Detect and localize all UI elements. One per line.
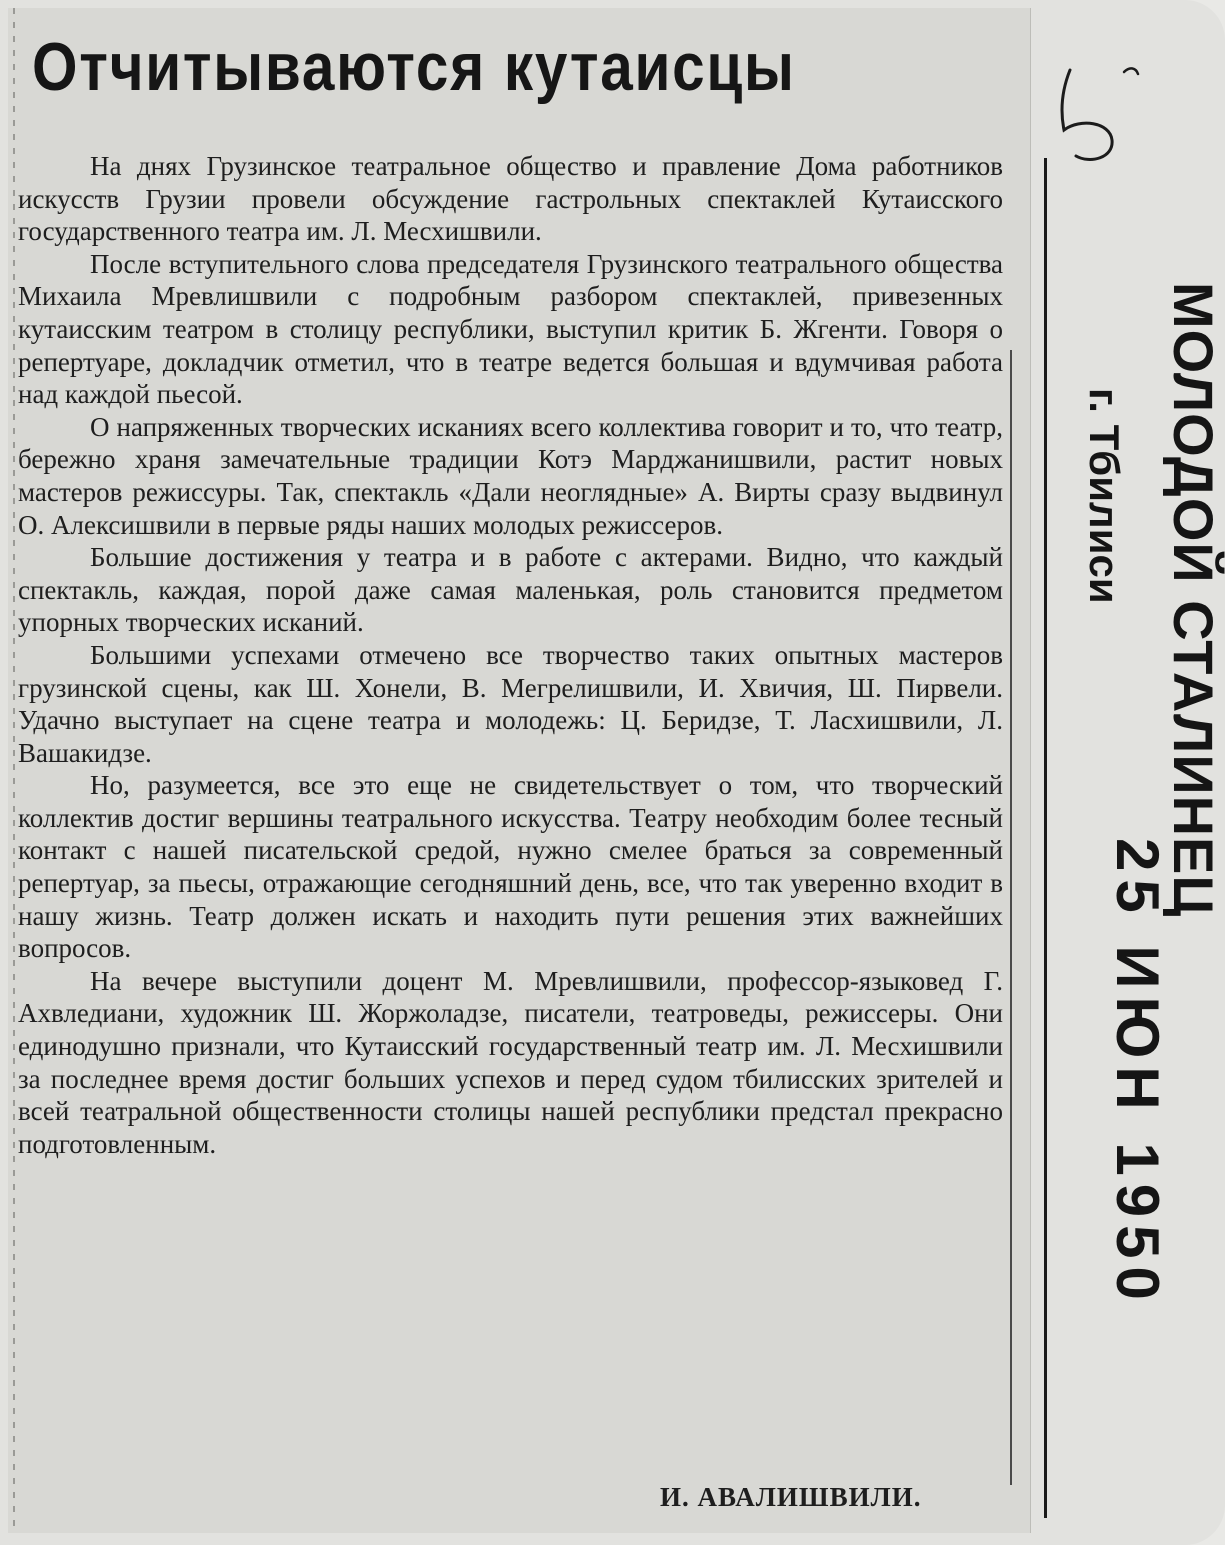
author-signature: И. АВАЛИШВИЛИ. — [660, 1482, 922, 1512]
article-paragraph: Большие достижения у театра и в работе с актерами. Видно, что каждый спектакль, каждая, порой даже самая маленькая, роль становится предметом упорных творческих исканий. — [18, 542, 1003, 638]
inner-column-rule — [1010, 350, 1012, 1485]
article-headline: Отчитываются кутаисцы — [32, 29, 796, 105]
article-paragraph: На вечере выступили доцент М. Мревлишвили, профессор-языковед Г. Ахвледиани, художник Ш. Жоржоладзе, писатели, театроведы, режиссеры. Они единодушно признали, что Кутаисский государственный театр им. Л. Месхишвили за последнее время достиг больших успехов и перед судом тбилисских зрителей и всей театральной общественности столицы нашей республики предстал прекрасно подготовленным. — [18, 965, 1003, 1159]
article-paragraph: Большими успехами отмечено все творчество таких опытных мастеров грузинской сцены, как Ш. Хонели, В. Мегрелишвили, И. Хвичия, Ш. Пирвели. Удачно выступает на сцене театра и молодежь: Ц. Беридзе, Т. Ласхишвили, Л. Вашакидзе. — [18, 639, 1003, 768]
article-paragraph: На днях Грузинское театральное общество и правление Дома работников искусств Грузии провели обсуждение гастрольных спектаклей Кутаисского государственного театра им. Л. Месхишвили. — [18, 151, 1003, 247]
article-paragraph: О напряженных творческих исканиях всего коллектива говорит и то, что театр, бережно храня замечательные традиции Котэ Марджанишвили, растит новых мастеров режиссуры. Так, спектакль «Дали неоглядные» А. Вирты сразу выдвинул О. Алексишвили в первые ряды наших молодых режиссеров. — [18, 411, 1003, 540]
handwritten-number-mark — [1040, 60, 1140, 170]
city-stamp: г. Тбилиси — [1081, 388, 1128, 604]
date-stamp: 25 ИЮН 1950 — [1104, 838, 1171, 1308]
article-paragraph: Но, разумеется, все это еще не свидетельствует о том, что творческий коллектив достиг вершины театрального искусства. Театру необходим более тесный контакт с нашей писательской средой, нужно смелее браться за современный репертуар, за пьесы, отражающие сегодняшний день, все, что так уверенно входит в нашу жизнь. Театр должен искать и находить пути решения этих важнейших вопросов. — [18, 770, 1003, 964]
perforated-edge — [13, 8, 15, 1533]
column-rule — [1044, 158, 1047, 1518]
article-paragraph: После вступительного слова председателя Грузинского театрального общества Михаила Мревлишвили с подробным разбором спектаклей, привезенных кутаисским театром в столицу республики, выступил критик Б. Жгенти. Говоря о репертуаре, докладчик отметил, что в театре ведется большая и вдумчивая работа над каждой пьесой. — [18, 248, 1003, 410]
article-body — [18, 150, 1003, 1160]
newspaper-stamp: МОЛОДОЙ СТАЛИНЕЦ — [1162, 282, 1225, 918]
